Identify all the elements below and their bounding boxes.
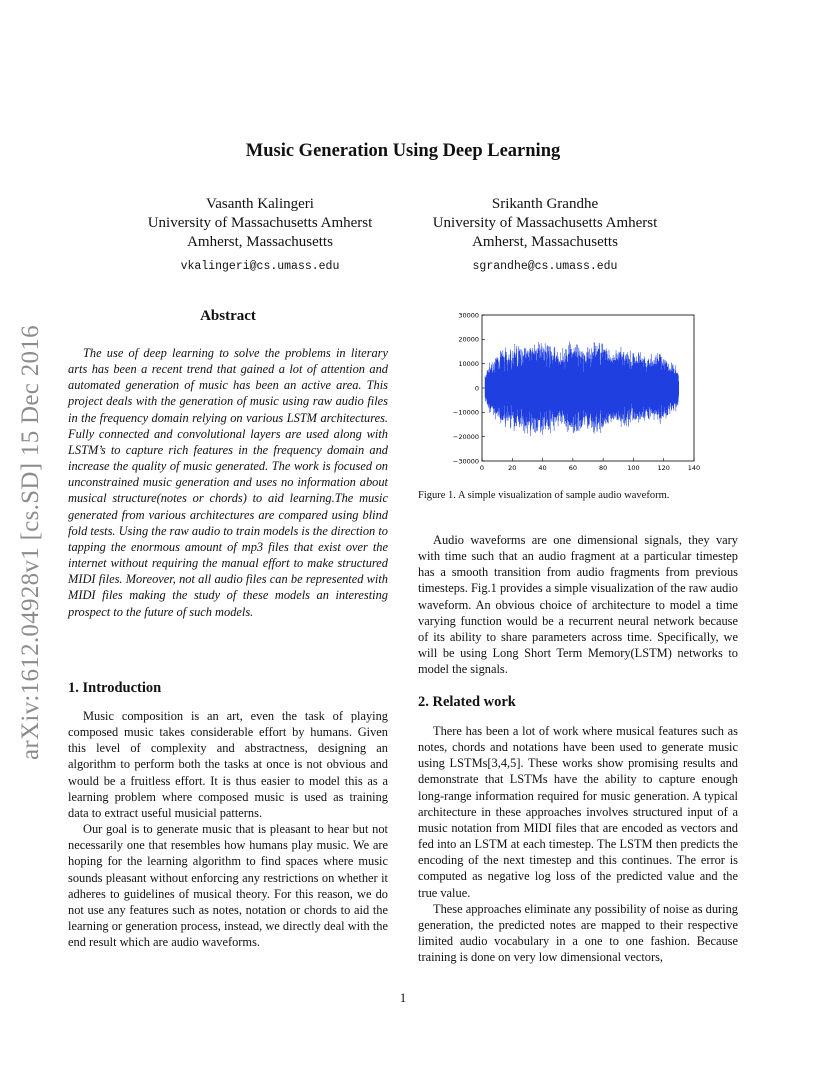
y-tick-label: −10000 — [452, 408, 479, 417]
abstract-heading: Abstract — [200, 308, 256, 324]
x-tick-label: 140 — [687, 464, 701, 472]
author-name: Srikanth Grandhe — [491, 196, 599, 212]
waveform-line — [485, 342, 679, 436]
related-work-body — [418, 723, 738, 965]
paragraph: Audio waveforms are one dimensional signals, they vary with time such that an audio fragment at a particular timestep has a smooth transition from audio fragments from previous timesteps. Fig.1 provides a simple visualization of the raw audio waveform. An obvious choice of architecture to model a time varying function would be a recurrent neural network because of its ability to share parameters across time. Specifically, we will be using Long Short Term Memory(LSTM) networks to model the signals. — [418, 533, 738, 677]
author-affiliation: University of Massachusetts Amherst — [147, 215, 373, 231]
author-block-1 — [134, 195, 386, 276]
right-column-intro-continued — [418, 532, 738, 677]
x-tick-label: 100 — [627, 464, 640, 472]
x-tick-label: 20 — [508, 464, 517, 472]
paragraph: There has been a lot of work where musical features such as notes, chords and notations have been used to generate music using LSTMs[3,4,5]. These works show promising results and demonstrate that LSTMs have the ability to capture enough long-range information required for music generation. A typical architecture in these approaches involves structured input of a music notation from MIDI files that are encoded as vectors and fed into an LSTM at each timestep. The LSTM then predicts the encoding of the next timestep and this continues. The error is computed as negative log loss of the predicted value and the true value. — [418, 724, 738, 900]
x-tick-label: 40 — [538, 464, 547, 472]
paragraph: Our goal is to generate music that is pleasant to hear but not necessarily one that resembles how humans play music. We are hoping for the learning algorithm to find spaces where music sounds pleasant without enforcing any restrictions on whether it adheres to guidelines of musical theory. For this reason, we do not use any features such as notes, notation or chords to aid the learning or generation process, instead, we directly deal with the end result which are audio waveforms. — [68, 822, 388, 950]
author-location: Amherst, Massachusetts — [472, 234, 618, 250]
x-tick-label: 80 — [599, 464, 608, 472]
waveform-figure — [440, 305, 710, 475]
abstract-body — [68, 345, 388, 620]
paragraph: Music composition is an art, even the task of playing composed music takes considerable effort by humans. Given this level of complexity and abstractness, designing an algorithm to perform both the tasks at once is not obvious and would be a fruitless effort. It is thus easier to model this as a learning problem where composed music is used as training data to extract useful musicial patterns. — [68, 709, 388, 820]
waveform-series — [485, 342, 679, 436]
abstract-text: The use of deep learning to solve the problems in literary arts has been a recent trend that gained a lot of attention and automated generation of music has been an active area. This project deals with the generation of music using raw audio files in the frequency domain relying on various LSTM architectures. Fully connected and convolutional layers are used along with LSTM’s to capture rich features in the frequency domain and increase the quality of music generated. The work is focused on unconstrained music generation and uses no information about musical structure(notes or chords) to aid learning.The music generated from various architectures are compared using blind fold tests. Using the raw audio to train models is the direction to tapping the enormous amount of mp3 files that exist over the internet without requiring the manual effort to make structured MIDI files. Moreover, not all audio files can be represented with MIDI files making the study of these models an interesting prospect to the future of such models. — [68, 346, 388, 619]
author-affiliation: University of Massachusetts Amherst — [432, 215, 658, 231]
y-tick-label: 30000 — [458, 311, 479, 320]
y-tick-label: 10000 — [458, 359, 479, 368]
section-heading-related-work: 2. Related work — [418, 694, 516, 710]
section-heading-introduction: 1. Introduction — [68, 680, 162, 696]
x-tick-label: 60 — [568, 464, 577, 472]
figure-caption: Figure 1. A simple visualization of sample audio waveform. — [418, 490, 670, 501]
y-tick-label: 20000 — [458, 335, 479, 344]
y-tick-label: −20000 — [452, 432, 479, 441]
page-number: 1 — [399, 991, 407, 1005]
x-tick-label: 120 — [657, 464, 670, 472]
paragraph: These approaches eliminate any possibility of noise as during generation, the predicted notes are mapped to their respective limited audio vocabulary in a one to one fashion. Because training is done on very low dimensional vectors, — [418, 901, 738, 965]
introduction-body — [68, 708, 388, 950]
author-block-2 — [418, 195, 672, 276]
y-tick-label: 0 — [474, 384, 479, 393]
author-location: Amherst, Massachusetts — [187, 234, 333, 250]
arxiv-identifier: arXiv:1612.04928v1 [cs.SD] 15 Dec 2016 — [17, 325, 44, 760]
author-name: Vasanth Kalingeri — [206, 196, 314, 212]
x-tick-label: 0 — [479, 464, 485, 472]
paper-title: Music Generation Using Deep Learning — [245, 141, 561, 161]
y-tick-label: −30000 — [452, 457, 479, 466]
author-email: sgrandhe@cs.umass.edu — [472, 260, 618, 273]
author-email: vkalingeri@cs.umass.edu — [180, 260, 340, 273]
